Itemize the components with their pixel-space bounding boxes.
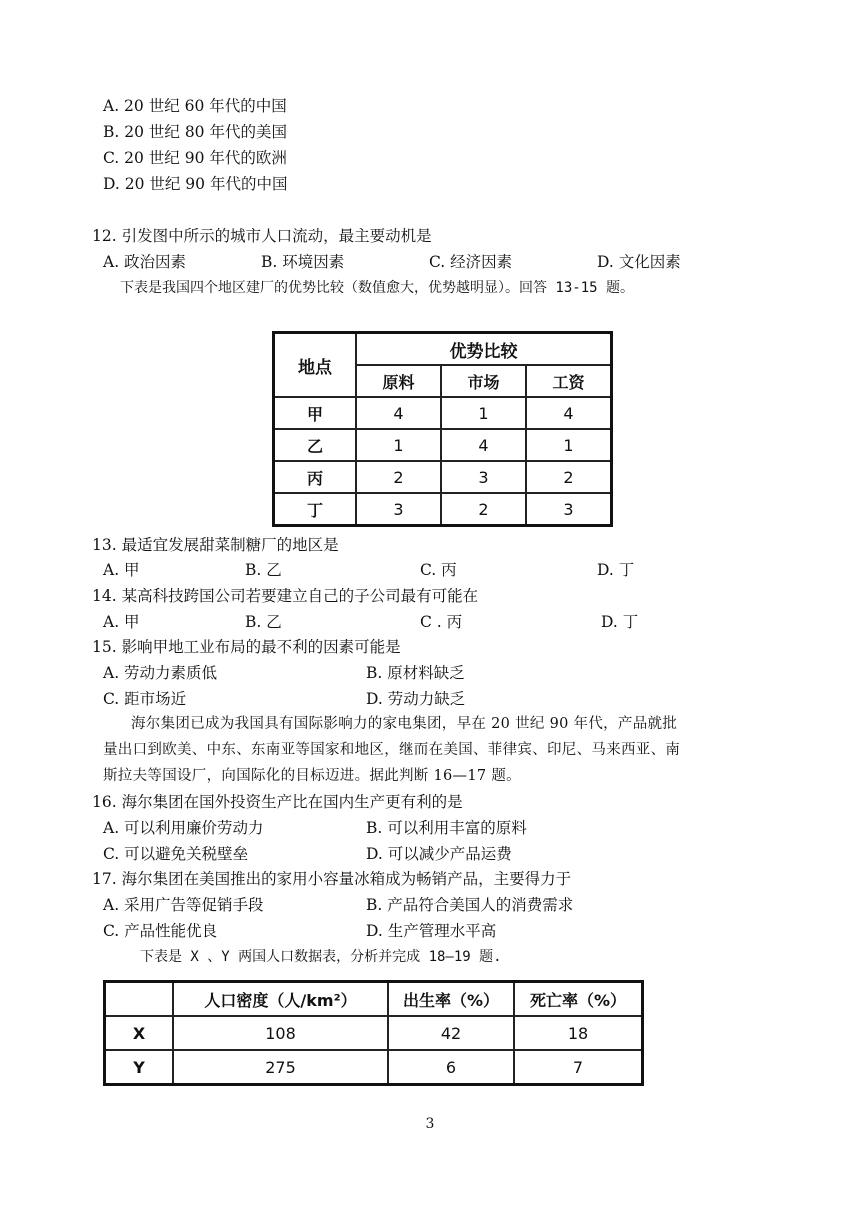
passage-line: 量出口到欧美、中东、东南亚等国家和地区，继而在美国、菲律宾、印尼、马来西亚、南	[103, 742, 681, 758]
table1-place: 丙	[274, 461, 357, 493]
q14-option-b: B. 乙	[245, 613, 282, 631]
q13-option-a: A. 甲	[103, 561, 140, 579]
table1-cell: 3	[356, 493, 441, 526]
table1-place: 甲	[274, 397, 357, 429]
table1-cell: 2	[441, 493, 526, 526]
table2-cell: 108	[173, 1016, 388, 1050]
q12-option-a: A. 政治因素	[103, 253, 187, 271]
table2-cell: 18	[514, 1016, 643, 1050]
q16-option-b: B. 可以利用丰富的原料	[366, 819, 527, 837]
table1-cell: 4	[526, 397, 612, 429]
q13-stem: 13. 最适宜发展甜菜制糖厂的地区是	[92, 536, 339, 554]
table1-place: 丁	[274, 493, 357, 526]
intro-13-15: 下表是我国四个地区建厂的优势比较（数值愈大，优势越明显）。回答 13-15 题。	[120, 280, 634, 296]
q15-option-a: A. 劳动力素质低	[103, 664, 218, 682]
q14-stem: 14. 某高科技跨国公司若要建立自己的子公司最有可能在	[92, 587, 479, 605]
table1-col-header: 原料	[356, 365, 441, 397]
q12-option-d: D. 文化因素	[597, 253, 681, 271]
q16-stem: 16. 海尔集团在国外投资生产比在国内生产更有利的是	[92, 793, 463, 811]
table2-cell: 275	[173, 1050, 388, 1085]
table1-group-header: 优势比较	[356, 333, 612, 366]
q12-option-b: B. 环境因素	[261, 253, 345, 271]
table1-place: 乙	[274, 429, 357, 461]
q11-option-c: C. 20 世纪 90 年代的欧洲	[103, 149, 287, 167]
page-number: 3	[425, 1116, 435, 1132]
table-row	[105, 1050, 643, 1085]
q14-option-a: A. 甲	[103, 613, 140, 631]
q16-option-d: D. 可以减少产品运费	[366, 845, 512, 863]
q15-option-c: C. 距市场近	[103, 690, 187, 708]
table1-cell: 3	[441, 461, 526, 493]
q15-stem: 15. 影响甲地工业布局的最不利的因素可能是	[92, 638, 401, 656]
table2-col-header: 死亡率（%）	[514, 982, 643, 1017]
q11-option-b: B. 20 世纪 80 年代的美国	[103, 123, 287, 141]
q17-option-d: D. 生产管理水平高	[366, 922, 497, 940]
passage-line: 海尔集团已成为我国具有国际影响力的家电集团，早在 20 世纪 90 年代，产品就批	[131, 716, 678, 732]
table2-cell: 6	[388, 1050, 514, 1085]
table-row	[274, 397, 612, 429]
table1-cell: 4	[441, 429, 526, 461]
table1-col-header: 市场	[441, 365, 526, 397]
table2-header-blank	[105, 982, 174, 1017]
table2-col-header: 人口密度（人/km²）	[173, 982, 388, 1017]
q17-option-b: B. 产品符合美国人的消费需求	[366, 896, 574, 914]
advantage-table	[272, 331, 613, 527]
table1-cell: 2	[356, 461, 441, 493]
table2-country: X	[105, 1016, 174, 1050]
table-row	[274, 493, 612, 526]
intro-18-19: 下表是 X 、Y 两国人口数据表，分析并完成 18—19 题.	[140, 949, 502, 965]
table1-cell: 1	[441, 397, 526, 429]
q14-option-c: C . 丙	[420, 613, 463, 631]
table2-country: Y	[105, 1050, 174, 1085]
table1-corner: 地点	[274, 333, 357, 398]
q12-option-c: C. 经济因素	[429, 253, 513, 271]
q16-option-c: C. 可以避免关税壁垒	[103, 845, 249, 863]
table2-col-header: 出生率（%）	[388, 982, 514, 1017]
passage-line: 斯拉夫等国设厂，向国际化的目标迈进。据此判断 16—17 题。	[103, 768, 521, 784]
q11-option-d: D. 20 世纪 90 年代的中国	[103, 175, 288, 193]
q15-option-d: D. 劳动力缺乏	[366, 690, 466, 708]
q13-option-d: D. 丁	[597, 561, 635, 579]
q11-option-a: A. 20 世纪 60 年代的中国	[103, 97, 287, 115]
q17-option-a: A. 采用广告等促销手段	[103, 896, 264, 914]
table1-cell: 4	[356, 397, 441, 429]
q17-stem: 17. 海尔集团在美国推出的家用小容量冰箱成为畅销产品，主要得力于	[92, 870, 572, 888]
q12-stem: 12. 引发图中所示的城市人口流动，最主要动机是	[92, 227, 432, 245]
table1-cell: 3	[526, 493, 612, 526]
q17-option-c: C. 产品性能优良	[103, 922, 218, 940]
q13-option-b: B. 乙	[245, 561, 282, 579]
table2-cell: 7	[514, 1050, 643, 1085]
table1-cell: 1	[526, 429, 612, 461]
table-row	[105, 1016, 643, 1050]
table-row	[274, 429, 612, 461]
table1-cell: 1	[356, 429, 441, 461]
population-table	[103, 980, 644, 1086]
table1-col-header: 工资	[526, 365, 612, 397]
q16-option-a: A. 可以利用廉价劳动力	[103, 819, 264, 837]
table2-cell: 42	[388, 1016, 514, 1050]
table1-cell: 2	[526, 461, 612, 493]
q14-option-d: D. 丁	[601, 613, 639, 631]
table-row	[274, 461, 612, 493]
q15-option-b: B. 原材料缺乏	[366, 664, 465, 682]
q13-option-c: C. 丙	[420, 561, 457, 579]
